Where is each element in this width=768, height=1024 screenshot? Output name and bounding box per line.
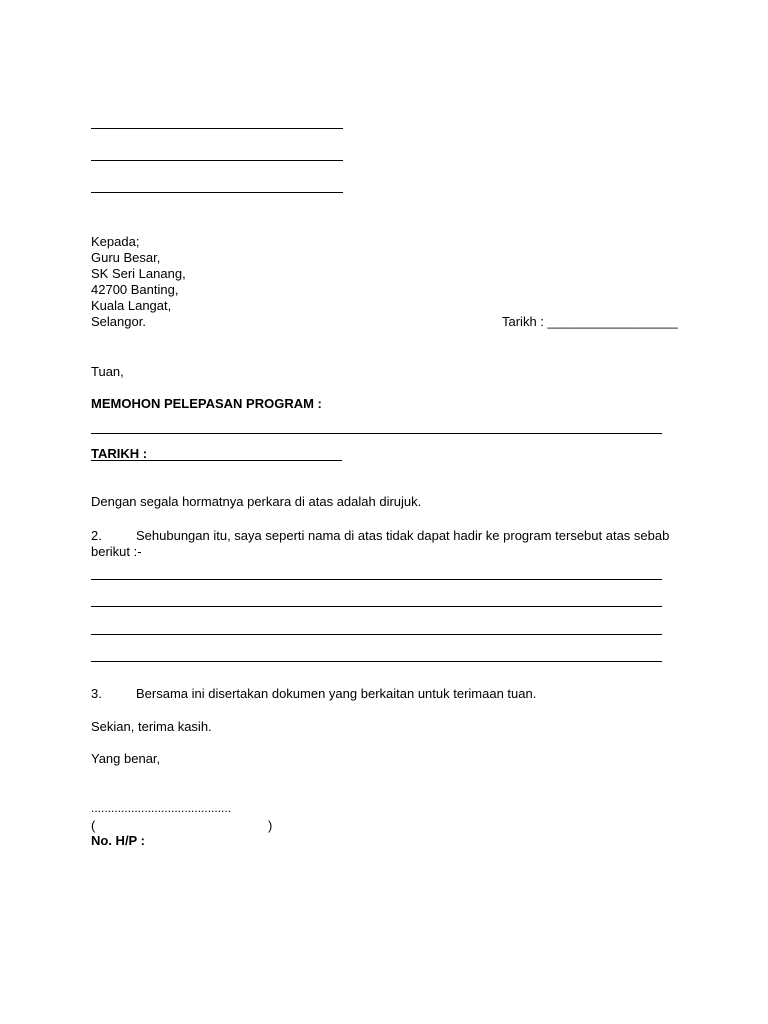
reason-line-4[interactable] xyxy=(91,661,662,662)
paragraph-2-continued: berikut :- xyxy=(91,544,142,559)
reason-line-1[interactable] xyxy=(91,579,662,580)
subject-date-line[interactable] xyxy=(91,460,342,461)
recipient-line: Kuala Langat, xyxy=(91,298,172,313)
paragraph-2-number: 2. xyxy=(91,528,102,543)
paragraph-3-number: 3. xyxy=(91,686,102,701)
recipient-address xyxy=(91,234,186,330)
date-blank: __________________ xyxy=(547,314,678,329)
recipient-line: Selangor. xyxy=(91,314,146,329)
name-bracket-close: ) xyxy=(268,818,273,833)
name-bracket-open: ( xyxy=(91,818,96,833)
paragraph-2-text: Sehubungan itu, saya seperti nama di atas tidak dapat hadir ke program tersebut atas sebab xyxy=(136,528,670,543)
recipient-line: SK Seri Lanang, xyxy=(91,266,186,281)
reason-line-2[interactable] xyxy=(91,606,662,607)
paragraph-1: Dengan segala hormatnya perkara di atas adalah dirujuk. xyxy=(91,494,422,509)
sender-address-line-1[interactable] xyxy=(91,128,343,129)
signature-dots[interactable]: .......................................... xyxy=(91,801,232,815)
closing: Sekian, terima kasih. xyxy=(91,719,212,734)
subject-date-label: TARIKH : xyxy=(91,446,148,461)
sender-address-line-3[interactable] xyxy=(91,192,343,193)
sender-address-line-2[interactable] xyxy=(91,160,343,161)
reason-line-3[interactable] xyxy=(91,634,662,635)
greeting: Tuan, xyxy=(91,364,124,379)
signoff: Yang benar, xyxy=(91,751,161,766)
recipient-line: 42700 Banting, xyxy=(91,282,179,297)
subject-line[interactable] xyxy=(91,433,662,434)
subject-heading: MEMOHON PELEPASAN PROGRAM : xyxy=(91,396,322,411)
recipient-salutation: Kepada; xyxy=(91,234,140,249)
paragraph-3 xyxy=(91,686,536,702)
paragraph-3-text: Bersama ini disertakan dokumen yang berkaitan untuk terimaan tuan. xyxy=(136,686,537,701)
paragraph-2 xyxy=(91,528,669,544)
recipient-line: Guru Besar, xyxy=(91,250,161,265)
date-field[interactable] xyxy=(502,314,678,330)
date-label: Tarikh : xyxy=(502,314,544,329)
phone-label: No. H/P : xyxy=(91,833,145,848)
